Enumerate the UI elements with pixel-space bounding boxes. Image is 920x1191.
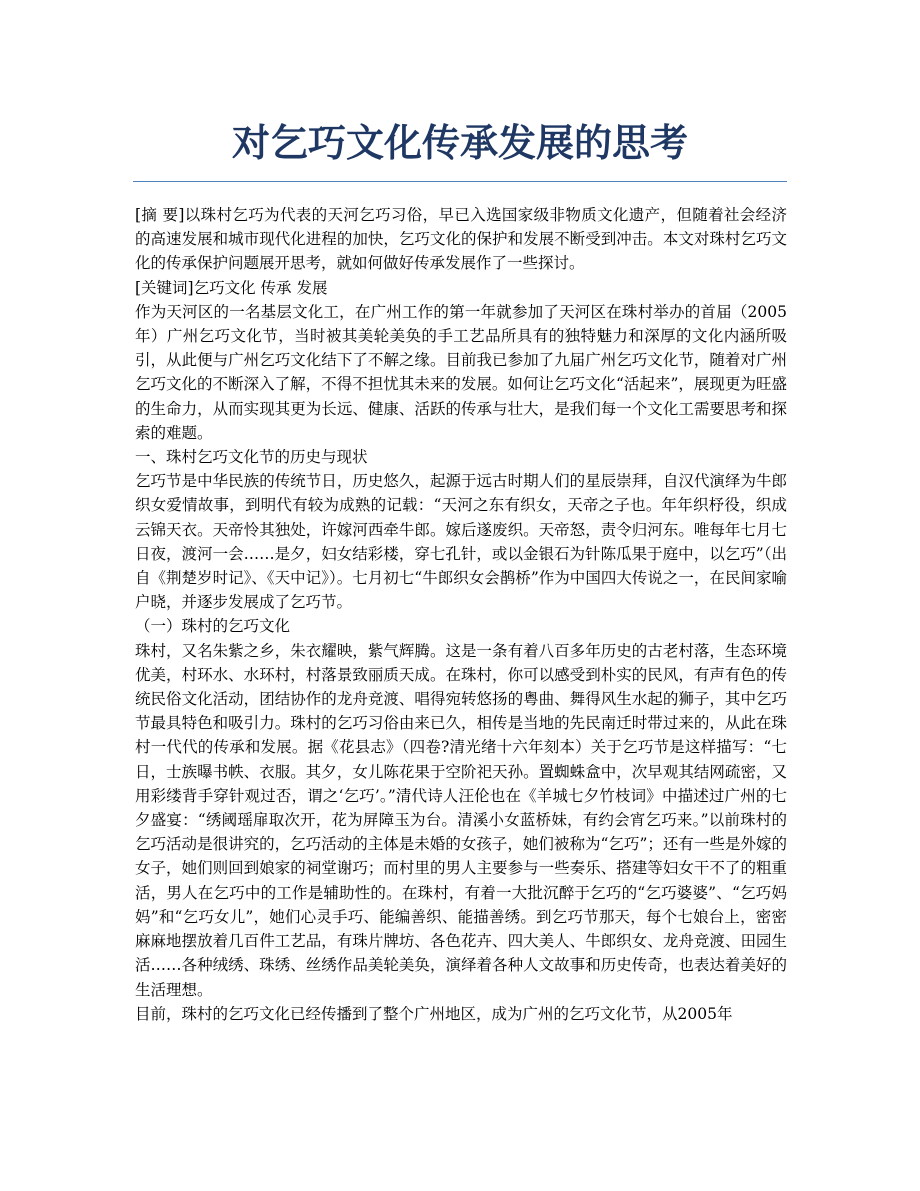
- history-paragraph: 乞巧节是中华民族的传统节日，历史悠久，起源于远古时期人们的星辰崇拜，自汉代演绎为牛郎织女爱情故事，到明代有较为成熟的记载：“天河之东有织女，天帝之子也。年年织杼役，织成云锦天衣。天帝怜其独处，许嫁河西牵牛郎。嫁后遂废织。天帝怒，责令归河东。唯每年七月七日夜，渡河一会……是夕，妇女结彩楼，穿七孔针，或以金银石为针陈瓜果于庭中，以乞巧”（出自《荆楚岁时记》、《天中记》）。七月初七“牛郎织女会鹊桥”作为中国四大传说之一，在民间家喻户晓，并逐步发展成了乞巧节。: [135, 472, 787, 612]
- current-paragraph: 目前，珠村的乞巧文化已经传播到了整个广州地区，成为广州的乞巧文化节，从2005年: [135, 1004, 733, 1023]
- abstract-paragraph: [摘 要]以珠村乞巧为代表的天河乞巧习俗，早已入选国家级非物质文化遗产，但随着社会经济的高速发展和城市现代化进程的加快，乞巧文化的保护和发展不断受到冲击。本文对珠村乞巧文化的传承保护问题展开思考，就如何做好传承发展作了一些探讨。: [135, 206, 787, 273]
- section-heading: 一、珠村乞巧文化节的历史与现状: [135, 448, 368, 467]
- document-body: [135, 203, 787, 1026]
- keywords-paragraph: [关键词]乞巧文化 传承 发展: [135, 278, 328, 297]
- subsection-heading: （一）珠村的乞巧文化: [135, 617, 291, 636]
- title-divider: [133, 181, 787, 182]
- zhucun-paragraph: 珠村，又名朱紫之乡，朱衣耀映，紫气辉腾。这是一条有着八百多年历史的古老村落，生态环境优美，村环水、水环村，村落景致丽质天成。在珠村，你可以感受到朴实的民风，有声有色的传统民俗文化活动，团结协作的龙舟竞渡、唱得宛转悠扬的粤曲、舞得风生水起的狮子，其中乞巧节最具特色和吸引力。珠村的乞巧习俗由来已久，相传是当地的先民南迁时带过来的，从此在珠村一代代的传承和发展。据《花县志》（四卷?清光绪十六年刻本）关于乞巧节是这样描写：“七日，士族曝书帙、衣服。其夕，女儿陈花果于空阶祀天孙。置蜘蛛盒中，次早观其结网疏密，又用彩缕背手穿针观过否，谓之‘乞巧’。”清代诗人汪伦也在《羊城七夕竹枝词》中描述过广州的七夕盛宴：“绣阈瑶扉取次开，花为屏障玉为台。清溪小女蓝桥妹，有约会宵乞巧来。”以前珠村的乞巧活动是很讲究的，乞巧活动的主体是未婚的女孩子，她们被称为“乞巧”；还有一些是外嫁的女子，她们则回到娘家的祠堂谢巧；而村里的男人主要参与一些奏乐、搭建等妇女干不了的粗重活，男人在乞巧中的工作是辅助性的。在珠村，有着一大批沉醉于乞巧的“乞巧婆婆”、“乞巧妈妈”和“乞巧女儿”，她们心灵手巧、能编善织、能描善绣。到乞巧节那天，每个七娘台上，密密麻麻地摆放着几百件工艺品，有珠片牌坊、各色花卉、四大美人、牛郎织女、龙舟竞渡、田园生活……各种绒绣、珠绣、丝绣作品美轮美奂，演绎着各种人文故事和历史传奇，也表达着美好的生活理想。: [135, 641, 787, 999]
- intro-paragraph: 作为天河区的一名基层文化工，在广州工作的第一年就参加了天河区在珠村举办的首届（2005年）广州乞巧文化节，当时被其美轮美奂的手工艺品所具有的独特魅力和深厚的文化内涵所吸引，从此便与广州乞巧文化结下了不解之缘。目前我已参加了九届广州乞巧文化节，随着对广州乞巧文化的不断深入了解，不得不担忧其未来的发展。如何让乞巧文化“活起来”，展现更为旺盛的生命力，从而实现其更为长远、健康、活跃的传承与壮大，是我们每一个文化工需要思考和探索的难题。: [135, 302, 787, 442]
- page-title: 对乞巧文化传承发展的思考: [231, 121, 688, 165]
